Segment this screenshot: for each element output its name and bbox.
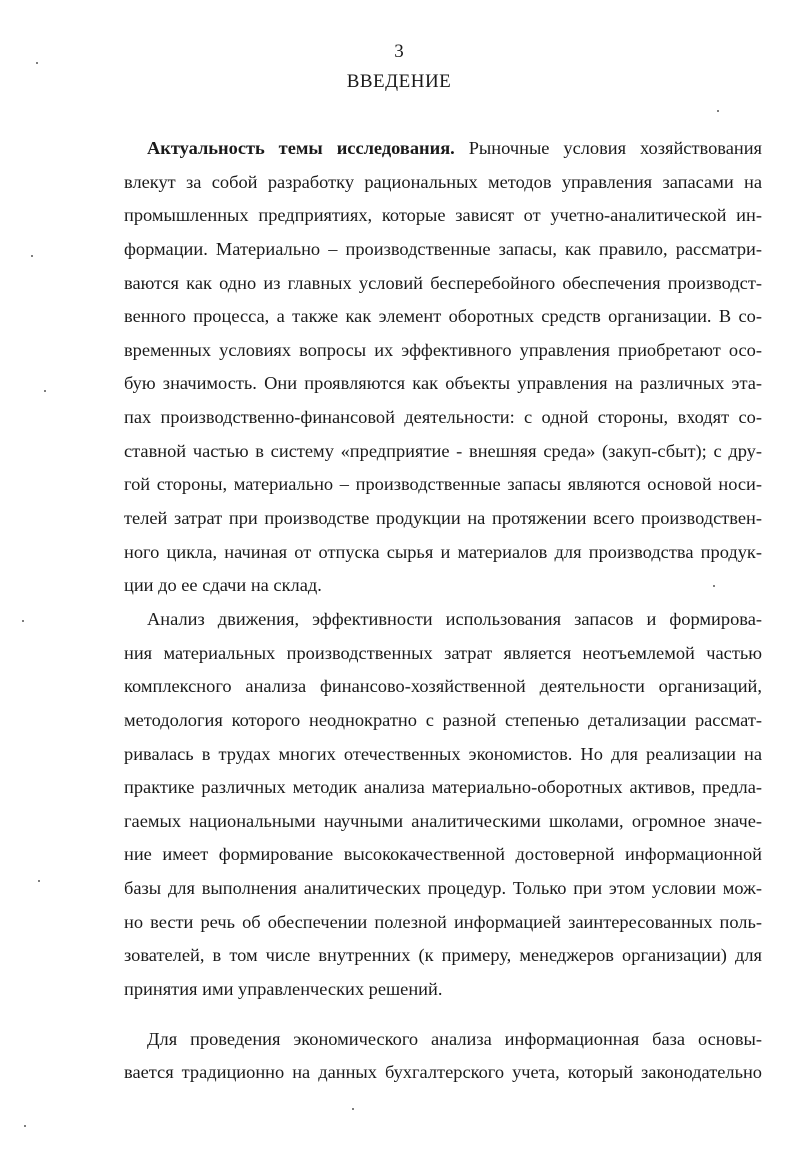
text-line: влекут за собой разработку рациональных методов управления запасами на bbox=[124, 171, 762, 192]
paragraph-gap bbox=[124, 1007, 762, 1023]
text-line: гаемых национальными научными аналитическими школами, огромное значе- bbox=[124, 810, 762, 831]
text-line: базы для выполнения аналитических процедур. Только при этом условии мож- bbox=[124, 878, 762, 899]
text-line: временных условиях вопросы их эффективного управления приобретают осо- bbox=[124, 339, 762, 360]
scan-speck bbox=[713, 585, 715, 587]
text-line: методология которого неоднократно с разной степенью детализации рассмат- bbox=[124, 709, 762, 730]
text-line: Для проведения экономического анализа информационная база основы- bbox=[147, 1028, 762, 1049]
text-line: ции до ее сдачи на склад. bbox=[124, 575, 322, 596]
text-line: промышленных предприятиях, которые зависят от учетно-аналитической ин- bbox=[124, 205, 762, 226]
text-line: формации. Материально – производственные запасы, как правило, рассматри- bbox=[124, 238, 762, 259]
text-line: ние имеет формирование высококачественной достоверной информационной bbox=[124, 844, 762, 865]
text-line: ставной частью в систему «предприятие - внешняя среда» (закуп-сбыт); с дру- bbox=[124, 440, 762, 461]
text-line: зователей, в том числе внутренних (к примеру, менеджеров организации) для bbox=[124, 945, 762, 966]
scan-speck bbox=[24, 1125, 26, 1127]
page-title: ВВЕДЕНИЕ bbox=[346, 71, 452, 92]
text-line: ния материальных производственных затрат является неотъемлемой частью bbox=[124, 642, 762, 663]
text-line bbox=[124, 132, 762, 166]
paragraph-1 bbox=[124, 132, 762, 603]
paragraph-3 bbox=[124, 1023, 762, 1090]
text-line: Анализ движения, эффективности использования запасов и формирова- bbox=[147, 608, 762, 629]
text-line: ривалась в трудах многих отечественных экономистов. Но для реализации на bbox=[124, 743, 762, 764]
text-line: гой стороны, материально – производственные запасы являются основой носи- bbox=[124, 474, 762, 495]
page-number: 3 bbox=[394, 41, 404, 62]
text-line: вается традиционно на данных бухгалтерского учета, который законодательно bbox=[124, 1062, 762, 1083]
text-line: телей затрат при производстве продукции на протяжении всего производствен- bbox=[124, 508, 762, 529]
scan-speck bbox=[717, 110, 719, 112]
text-line: ного цикла, начиная от отпуска сырья и материалов для производства продук- bbox=[124, 541, 762, 562]
text-line: бую значимость. Они проявляются как объекты управления на различных эта- bbox=[124, 373, 762, 394]
text-line: практике различных методик анализа материально-оборотных активов, предла- bbox=[124, 777, 762, 798]
paragraph-2 bbox=[124, 603, 762, 1007]
scan-speck bbox=[352, 1108, 354, 1110]
text-line: но вести речь об обеспечении полезной информацией заинтересованных поль- bbox=[124, 911, 762, 932]
paragraph-lead: Актуальность темы исследования. bbox=[147, 138, 455, 158]
document-body bbox=[124, 132, 762, 1090]
text-line: ваются как одно из главных условий бесперебойного обеспечения производст- bbox=[124, 272, 762, 293]
text-line: принятия ими управленческих решений. bbox=[124, 979, 443, 1000]
text-line: комплексного анализа финансово-хозяйственной деятельности организаций, bbox=[124, 676, 762, 697]
scan-speck bbox=[36, 62, 38, 64]
scan-speck bbox=[22, 620, 24, 622]
scan-speck bbox=[31, 255, 33, 257]
text-line-tail: Рыночные условия хозяйствования bbox=[454, 138, 763, 158]
text-line: венного процесса, а также как элемент оборотных средств организации. В со- bbox=[124, 306, 762, 327]
text-line: пах производственно-финансовой деятельности: с одной стороны, входят со- bbox=[124, 407, 762, 428]
scan-speck bbox=[38, 880, 40, 882]
scan-speck bbox=[44, 390, 46, 392]
